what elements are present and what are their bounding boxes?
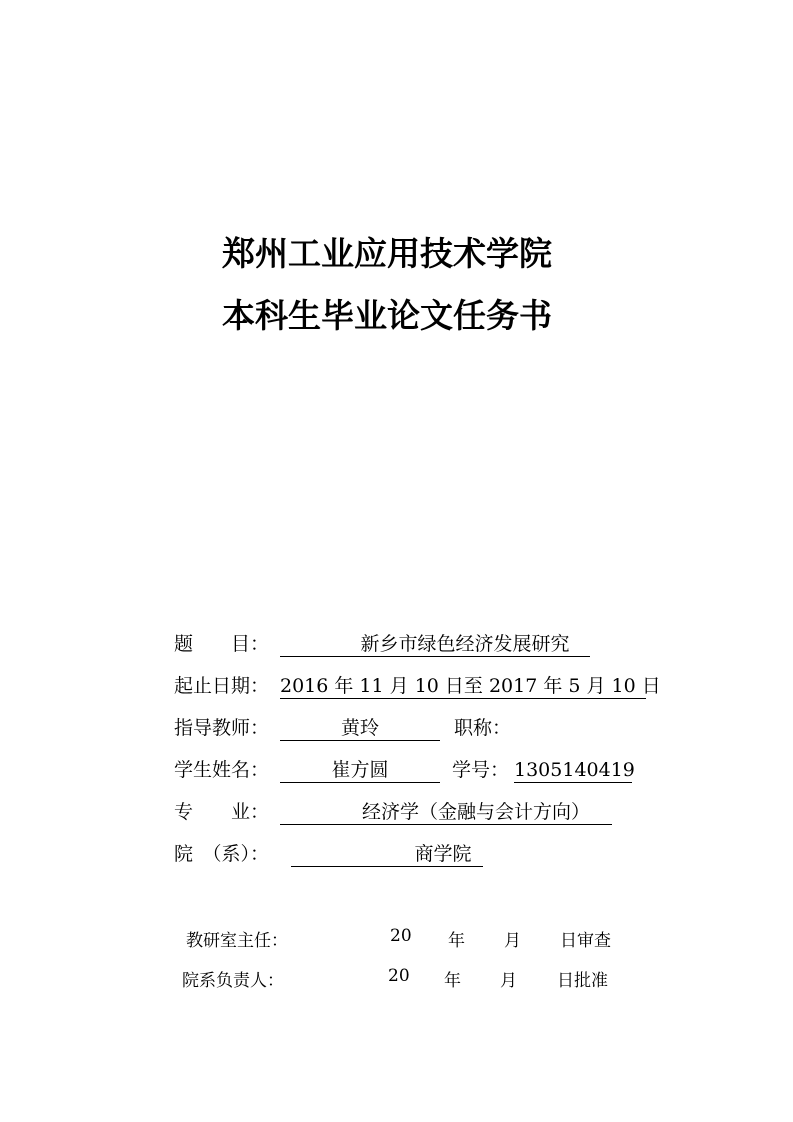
advisor-value: 黄玲 [340, 717, 379, 739]
student-value: 崔方圆 [331, 759, 389, 781]
signoff-month-unit: 月 [500, 971, 517, 991]
signoff-role: 教研室主任： [186, 931, 288, 951]
document-title: 本科生毕业论文任务书 [222, 296, 552, 335]
period-label: 起止日期： [174, 675, 270, 697]
advisor-label: 指导教师： [174, 717, 270, 739]
topic-value: 新乡市绿色经济发展研究 [360, 633, 570, 655]
department-value: 商学院 [414, 843, 472, 865]
major-field [280, 800, 612, 825]
signoff-year-unit: 年 [448, 931, 465, 951]
signoff-month-unit: 月 [504, 931, 521, 951]
rank-label: 职称： [454, 717, 512, 739]
major-value: 经济学（金融与会计方向） [361, 801, 590, 823]
student-label: 学生姓名： [174, 759, 270, 781]
period-field [280, 674, 661, 699]
period-value: 2016 年 11 月 10 日至 2017 年 5 月 10 日 [280, 675, 661, 697]
signoff-day-unit: 日批准 [557, 971, 608, 991]
signoff-year-unit: 年 [444, 971, 461, 991]
department-label: 院 （系）： [174, 843, 270, 865]
signoff-year: 20 [388, 966, 410, 986]
topic-label: 题 目： [174, 633, 270, 655]
signoff-year: 20 [390, 926, 412, 946]
topic-field [280, 632, 590, 657]
student-id-value: 1305140419 [514, 759, 635, 781]
school-name: 郑州工业应用技术学院 [222, 234, 552, 273]
student-id-label: 学号： [452, 759, 510, 781]
student-field [280, 758, 440, 783]
advisor-field [280, 716, 440, 741]
major-label: 专 业： [174, 801, 270, 823]
department-field [291, 842, 483, 867]
student-id-field [514, 758, 635, 783]
signoff-day-unit: 日审查 [560, 931, 611, 951]
signoff-role: 院系负责人： [182, 971, 284, 991]
